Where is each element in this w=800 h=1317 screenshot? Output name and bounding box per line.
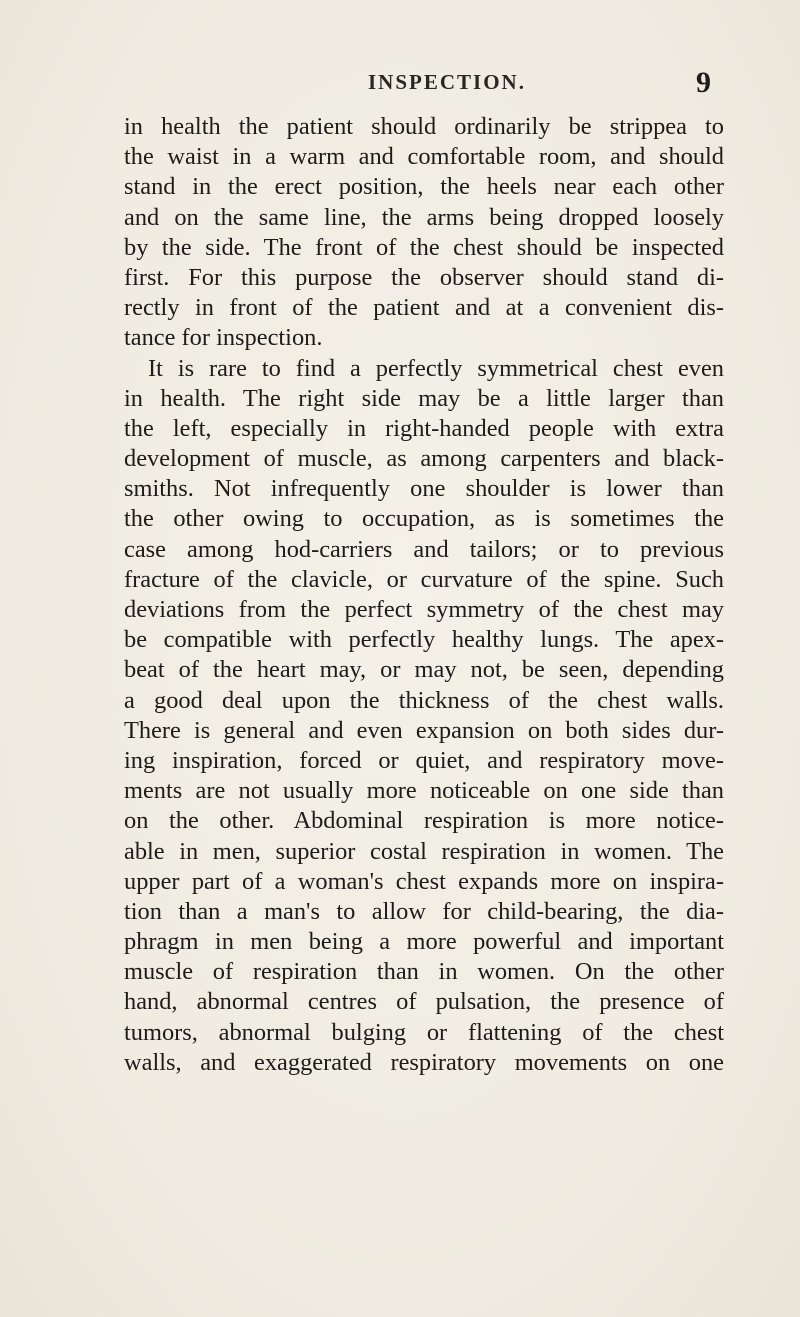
text-line: and on the same line, the arms being dropped loosely xyxy=(124,203,724,231)
running-head-title: INSPECTION. xyxy=(368,70,526,94)
text-line: be compatible with perfectly healthy lungs. The apex- xyxy=(124,626,724,654)
text-line: tumors, abnormal bulging or flattening of the chest xyxy=(124,1018,724,1046)
body-text xyxy=(124,112,724,1078)
text-line: first. For this purpose the observer should stand di- xyxy=(124,263,724,291)
text-line: beat of the heart may, or may not, be seen, depending xyxy=(124,656,724,684)
running-head xyxy=(0,66,800,106)
text-line: on the other. Abdominal respiration is more notice- xyxy=(124,807,724,835)
text-line: stand in the erect position, the heels near each other xyxy=(124,173,724,201)
text-line: ments are not usually more noticeable on one side than xyxy=(124,777,724,805)
text-line: the other owing to occupation, as is sometimes the xyxy=(124,505,724,533)
text-line: muscle of respiration than in women. On the other xyxy=(124,958,724,986)
text-line: It is rare to find a perfectly symmetrical chest even xyxy=(148,354,724,382)
text-line: able in men, superior costal respiration in women. The xyxy=(124,837,724,865)
text-line: a good deal upon the thickness of the chest walls. xyxy=(124,686,724,714)
text-line: case among hod-carriers and tailors; or to previous xyxy=(124,535,724,563)
text-line: upper part of a woman's chest expands more on inspira- xyxy=(124,867,724,895)
text-line: ing inspiration, forced or quiet, and respiratory move- xyxy=(124,746,724,774)
text-line: tance for inspection. xyxy=(124,324,323,352)
text-line: the left, especially in right-handed people with extra xyxy=(124,414,724,442)
text-line: tion than a man's to allow for child-bearing, the dia- xyxy=(124,897,724,925)
text-line: walls, and exaggerated respiratory movements on one xyxy=(124,1048,724,1076)
text-line: There is general and even expansion on both sides dur- xyxy=(124,716,724,744)
text-line: hand, abnormal centres of pulsation, the presence of xyxy=(124,988,724,1016)
text-line: in health the patient should ordinarily be strippea to xyxy=(124,113,724,140)
page-number: 9 xyxy=(696,66,711,99)
text-line: deviations from the perfect symmetry of the chest may xyxy=(124,596,724,623)
text-line: smiths. Not infrequently one shoulder is lower than xyxy=(124,475,724,503)
text-line: development of muscle, as among carpenters and black- xyxy=(124,445,724,473)
text-line: fracture of the clavicle, or curvature of the spine. Such xyxy=(124,565,724,593)
text-line: rectly in front of the patient and at a convenient dis- xyxy=(124,294,724,322)
text-line: the waist in a warm and comfortable room, and should xyxy=(124,143,724,171)
text-line: phragm in men being a more powerful and important xyxy=(124,928,724,956)
text-line: by the side. The front of the chest should be inspected xyxy=(124,233,724,261)
text-line: in health. The right side may be a little larger than xyxy=(124,384,724,412)
